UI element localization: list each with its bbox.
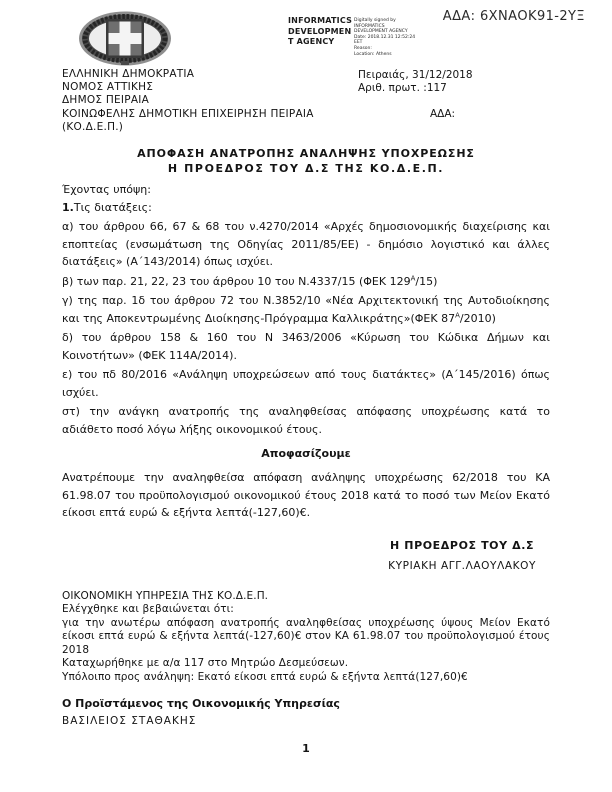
letterhead-left — [62, 68, 550, 134]
finance-line: Υπόλοιπο προς ανάληψη: Εκατό είκοσι επτά ευρώ & εξήντα λεπτά(127,60)€ — [62, 670, 468, 683]
finance-line: ΟΙΚΟΝΟΜΙΚΗ ΥΠΗΡΕΣΙΑ ΤΗΣ ΚΟ.Δ.Ε.Π. — [62, 589, 269, 602]
provisions-intro — [62, 199, 550, 217]
letterhead-line: ΝΟΜΟΣ ΑΤΤΙΚΗΣ — [62, 81, 154, 94]
agency-name-line: DEVELOPMEN — [288, 26, 352, 36]
provisions-intro-text: Τις διατάξεις: — [73, 200, 152, 214]
finance-section — [62, 590, 550, 685]
title-line-1: ΑΠΟΦΑΣΗ ΑΝΑΤΡΟΠΗΣ ΑΝΑΛΗΨΗΣ ΥΠΟΧΡΕΩΣΗΣ — [137, 147, 475, 160]
letterhead — [62, 68, 550, 134]
finance-line: Ελέγχθηκε και βεβαιώνεται ότι: — [62, 603, 234, 615]
provisions — [62, 218, 550, 438]
finance-head-name: ΒΑΣΙΛΕΙΟΣ ΣΤΑΘΑΚΗΣ — [62, 715, 197, 727]
provision-paragraph: γ) της παρ. 1δ του άρθρου 72 του Ν.3852/10 «Νέα Αρχιτεκτονική της Αυτοδιοίκησης και της Αποκεντρωμένης Διοίκησης-Πρόγραμμα Καλλικράτης»(ΦΕΚ $87^A/2010$) — [62, 294, 550, 325]
ada-field-label: ΑΔΑ: — [430, 108, 456, 120]
provision-paragraph: στ) την ανάγκη ανατροπής της αναληφθείσας απόφασης υποχρέωσης κατά το αδιάθετο ποσό λόγω λήξης οικονομικού έτους. — [62, 405, 550, 436]
letterhead-right — [358, 69, 473, 95]
provision-paragraph: β) των παρ. 21, 22, 23 του άρθρου 10 του Ν.4337/15 (ΦΕΚ $129^A/15$) — [62, 273, 438, 288]
signature-detail-line: INFORMATICS — [354, 23, 385, 29]
having-regard-line: Έχοντας υπόψη: — [62, 183, 151, 196]
document-body — [62, 181, 550, 522]
provisions-intro-number: 1. — [62, 200, 74, 214]
signature-details — [354, 16, 436, 57]
signature-detail-line: EET — [354, 40, 363, 46]
finance-line: Καταχωρήθηκε με α/α 117 στο Μητρώο Δεσμεύσεων. — [62, 657, 349, 669]
finance-head-title: Ο Προϊστάμενος της Οικονομικής Υπηρεσίας — [62, 697, 340, 710]
letterhead-line: ΚΟΙΝΩΦΕΛΗΣ ΔΗΜΟΤΙΚΗ ΕΠΙΧΕΙΡΗΣΗ ΠΕΙΡΑΙΑ — [62, 107, 314, 120]
greek-coat-of-arms-icon — [78, 10, 172, 70]
agency-name-line: T AGENCY — [288, 37, 335, 46]
decision-heading: Αποφασίζουμε — [261, 447, 351, 460]
president-title: Η ΠΡΟΕΔΡΟΣ ΤΟΥ Δ.Σ — [390, 538, 535, 552]
president-name: ΚΥΡΙΑΚΗ ΑΓΓ.ΛΑΟΥΛΑΚΟΥ — [388, 559, 536, 572]
signature-detail-line: Date: 2018.12.31 12:52:24 — [354, 34, 416, 40]
letterhead-line: ΔΗΜΟΣ ΠΕΙΡΑΙΑ — [62, 94, 150, 107]
letterhead-line: ΕΛΛΗΝΙΚΗ ΔΗΜΟΚΡΑΤΙΑ — [62, 68, 195, 80]
signature-detail-line: Location: Athens — [354, 51, 392, 57]
agency-name-line: INFORMATICS — [288, 16, 353, 25]
document-title — [62, 146, 550, 176]
provision-paragraph: α) του άρθρου 66, 67 & 68 του ν.4270/2014 «Αρχές δημοσιονομικής διαχείρισης και εποπτείας (ενσωμάτωση της Οδηγίας 2011/85/ΕΕ) - δημόσιο λογιστικό και άλλες διατάξεις» (Α΄143/2014) όπως ισχύει. — [62, 220, 550, 268]
signing-agency-name — [288, 16, 353, 57]
signature-detail-line: DEVELOPMENT AGENCY — [354, 29, 408, 35]
ada-code: ΑΔΑ: 6ΧΝΑΟΚ91-2ΥΞ — [442, 9, 585, 24]
provision-paragraph: δ) του άρθρου 158 & 160 του Ν 3463/2006 «Κύρωση του Κώδικα Δήμων και Κοινοτήτων» (ΦΕΚ 114Α/2014). — [62, 331, 550, 362]
finance-line: για την ανωτέρω απόφαση ανατροπής αναληφθείσας υποχρέωσης ύψους Μείον Εκατό είκοσι επτά ευρώ & εξήντα λεπτά(-127,60)€ στον ΚΑ 61.98.07 του προϋπολογισμού έτους 2018 — [62, 616, 550, 656]
protocol-number: Αριθ. πρωτ. :117 — [358, 82, 447, 95]
signature-detail-line: Digitally signed by — [354, 18, 396, 23]
title-line-2: Η ΠΡΟΕΔΡΟΣ ΤΟΥ Δ.Σ ΤΗΣ ΚΟ.Δ.Ε.Π. — [167, 162, 445, 175]
place-date: Πειραιάς, 31/12/2018 — [358, 69, 473, 81]
signature-detail-line: Reason: — [354, 45, 372, 51]
digital-signature-stamp — [288, 16, 436, 57]
president-signature-block — [388, 536, 536, 576]
decision-paragraph: Ανατρέπουμε την αναληφθείσα απόφαση ανάληψης υποχρέωσης 62/2018 του ΚΑ 61.98.07 του προϋπολογισμού οικονομικού έτους 2018 κατά το ποσό των Μείον Εκατό είκοσι επτά ευρώ & εξήντα λεπτά(-127,60)€. — [62, 471, 550, 519]
letterhead-line: (ΚΟ.Δ.Ε.Π.) — [62, 120, 124, 133]
provision-paragraph: ε) του πδ 80/2016 «Ανάληψη υποχρεώσεων από τους διατάκτες» (Α΄145/2016) όπως ισχύει. — [62, 368, 550, 399]
page-number: 1 — [302, 742, 310, 755]
